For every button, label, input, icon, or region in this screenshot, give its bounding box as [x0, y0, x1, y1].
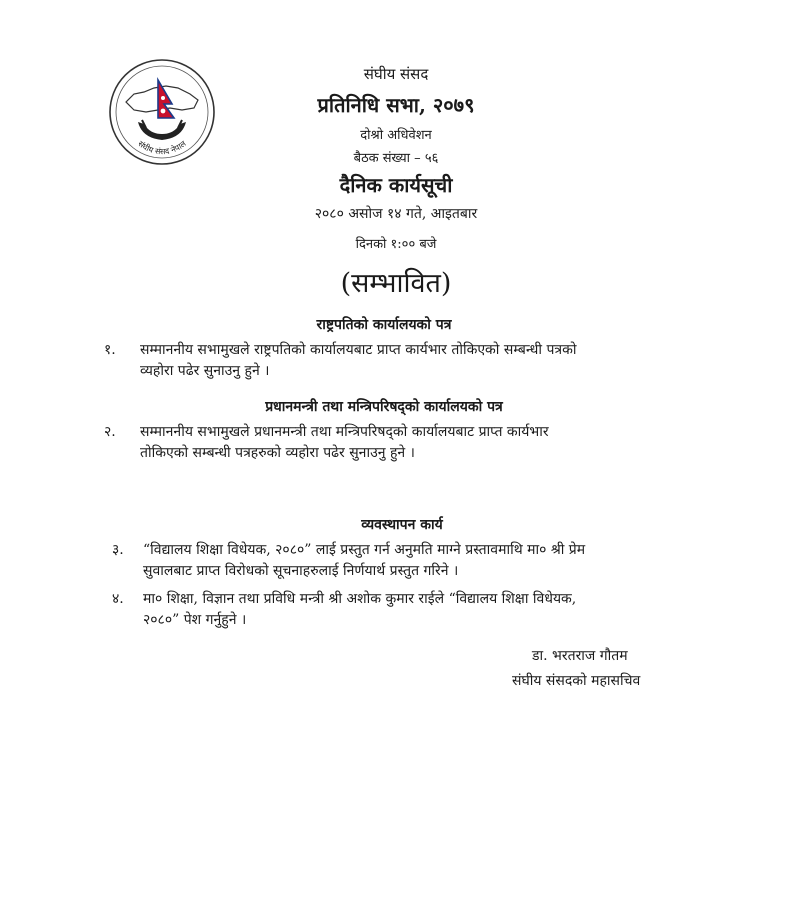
page-title: दैनिक कार्यसूची — [339, 173, 453, 197]
signatory-designation: संघीय संसदको महासचिव — [512, 673, 641, 689]
item-text-line: तोकिएको सम्बन्धी पत्रहरुको व्यहोरा पढेर सुनाउनु हुने । — [140, 445, 415, 461]
item-text-line: सम्माननीय सभामुखले राष्ट्रपतिको कार्यालयबाट प्राप्त कार्यभार तोकिएको सम्बन्धी पत्रको — [140, 342, 577, 358]
status-label: (सम्भावित) — [340, 268, 452, 299]
item-text-line: २०८०” पेश गर्नुहुने । — [143, 612, 247, 628]
logo-text: संघीय संसद नेपाल — [136, 139, 188, 157]
item-text-line: मा० शिक्षा, विज्ञान तथा प्रविधि मन्त्री श्री अशोक कुमार राईले “विद्यालय शिक्षा विधेयक, — [143, 591, 577, 607]
house-title: प्रतिनिधि सभा, २०७९ — [317, 93, 475, 117]
item-number: २. — [104, 424, 116, 440]
section-heading: प्रधानमन्त्री तथा मन्त्रिपरिषद्को कार्यालयको पत्र — [265, 399, 503, 415]
item-number: १. — [104, 342, 116, 358]
session-label: दोश्रो अधिवेशन — [360, 128, 432, 143]
section-heading: राष्ट्रपतिको कार्यालयको पत्र — [316, 317, 452, 333]
date-label: २०८० असोज १४ गते, आइतबार — [314, 206, 478, 222]
item-text-line: व्यहोरा पढेर सुनाउनु हुने । — [140, 363, 270, 379]
item-text-line: “विद्यालय शिक्षा विधेयक, २०८०” लाई प्रस्तुत गर्न अनुमति माग्ने प्रस्तावमाथि मा० श्री प्रेम — [143, 542, 586, 558]
signatory-name: डा. भरतराज गौतम — [532, 648, 628, 664]
meeting-number: बैठक संख्या – ५६ — [353, 151, 439, 166]
time-label: दिनको १:०० बजे — [355, 237, 437, 252]
section-heading: व्यवस्थापन कार्य — [361, 517, 443, 533]
item-number: ४. — [112, 591, 124, 607]
parliament-name: संघीय संसद — [363, 65, 429, 83]
item-number: ३. — [112, 542, 124, 558]
item-text-line: सम्माननीय सभामुखले प्रधानमन्त्री तथा मन्त्रिपरिषद्को कार्यालयबाट प्राप्त कार्यभार — [140, 424, 549, 440]
item-text-line: सुवालबाट प्राप्त विरोधको सूचनाहरुलाई निर्णयार्थ प्रस्तुत गरिने । — [143, 563, 459, 579]
